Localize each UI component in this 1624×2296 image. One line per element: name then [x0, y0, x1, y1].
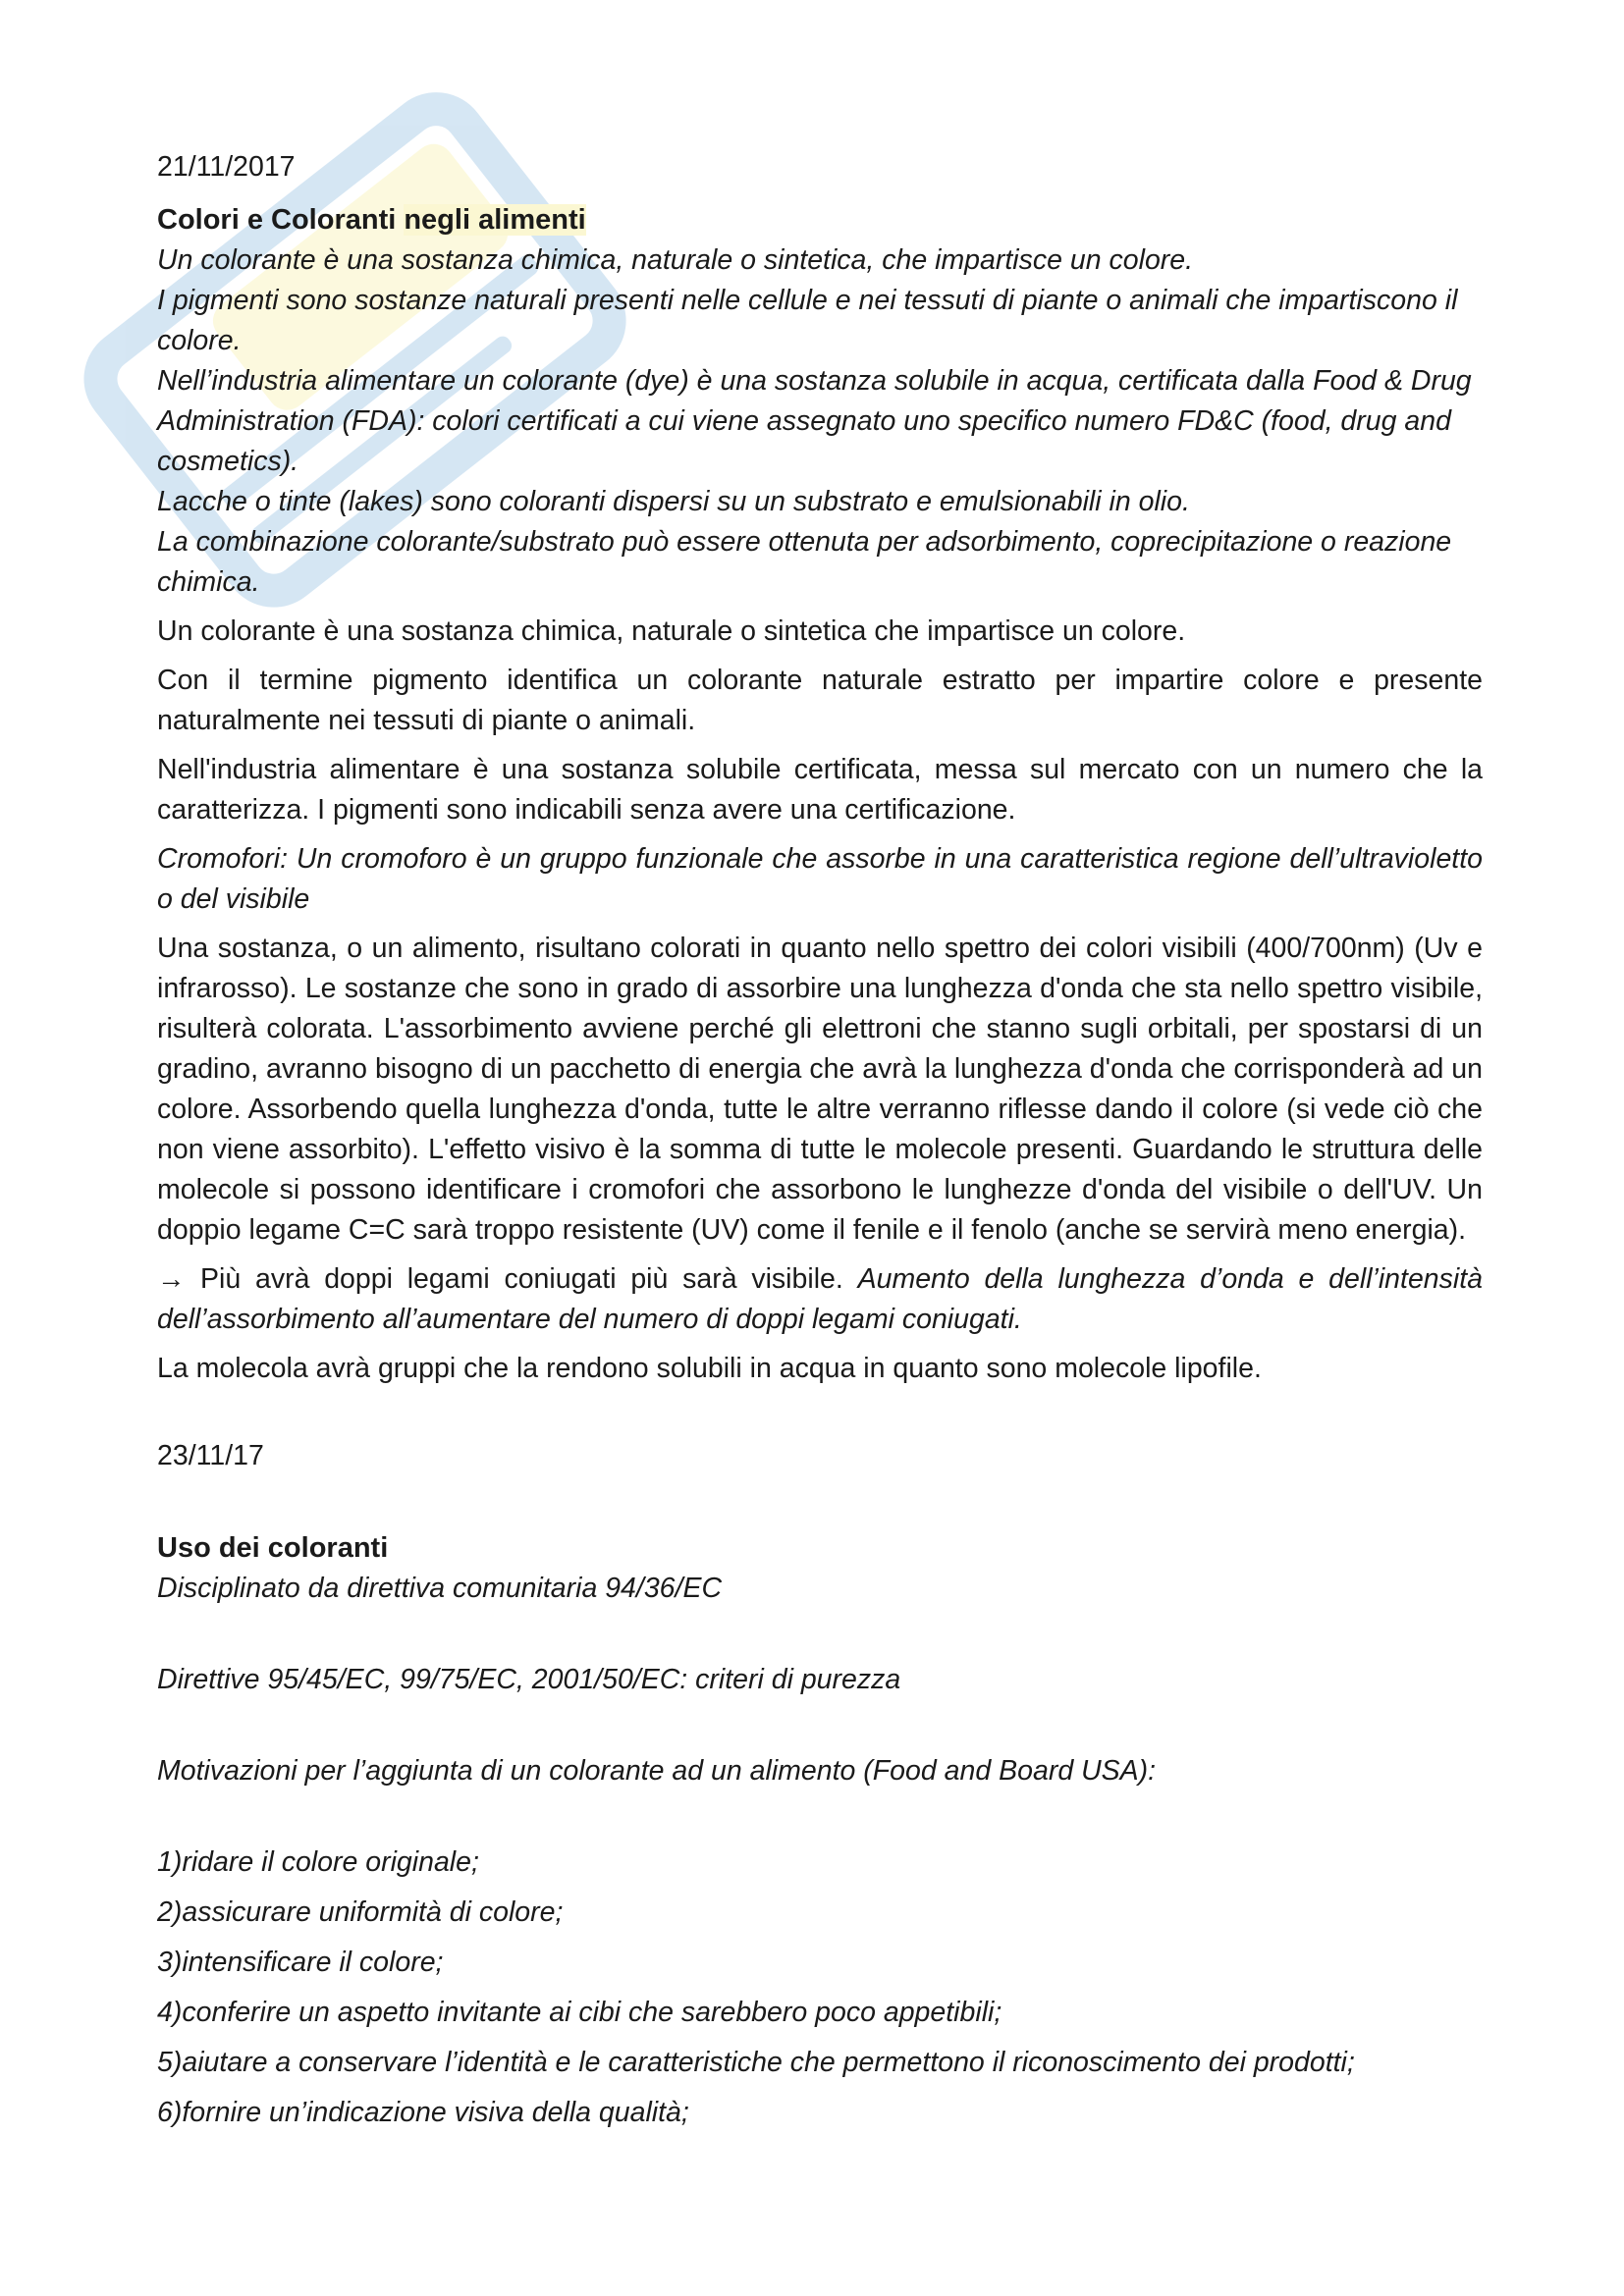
intro-line-3: Nell’industria alimentare un colorante (dye) è una sostanza solubile in acqua, certificata dalla Food & Drug Administration (FDA): colori certificati a cui viene assegnato uno specifico numero FD&C (food, drug and cosmetics).	[157, 365, 1472, 477]
intro-line-4: Lacche o tinte (lakes) sono coloranti dispersi su un substrato e emulsionabili in olio.	[157, 486, 1190, 517]
doppi-legami-italic: Aumento della lunghezza d’onda e dell’intensità dell’assorbimento all’aumentare del numero di doppi legami coniugati.	[157, 1263, 1484, 1335]
list-item: 1)ridare il colore originale;	[157, 1846, 479, 1878]
paragraph-colorante: Un colorante è una sostanza chimica, naturale o sintetica che impartisce un colore.	[157, 615, 1186, 647]
section2-date: 23/11/17	[157, 1440, 264, 1471]
list-item: 3)intensificare il colore;	[157, 1947, 444, 1978]
intro-line-1: Un colorante è una sostanza chimica, naturale o sintetica, che impartisce un colore.	[157, 244, 1194, 276]
section2-purity: Direttive 95/45/EC, 99/75/EC, 2001/50/EC: criteri di purezza	[157, 1664, 901, 1695]
intro-line-2: I pigmenti sono sostanze naturali presenti nelle cellule e nei tessuti di piante o animali che impartiscono il colore.	[157, 285, 1458, 356]
section2-directive: Disciplinato da direttiva comunitaria 94/36/EC	[157, 1573, 723, 1604]
paragraph-pigmento: Con il termine pigmento identifica un colorante naturale estratto per impartire colore e presente naturalmente nei tessuti di piante o animali.	[157, 665, 1483, 736]
paragraph-spettro: Una sostanza, o un alimento, risultano colorati in quanto nello spettro dei colori visibili (400/700nm) (Uv e infrarosso). Le sostanze che sono in grado di assorbire una lunghezza d'onda che sta nello spettro visibile, risulterà colorata. L'assorbimento avviene perché gli elettroni che stanno sugli orbitali, per spostarsi di un gradino, avranno bisogno di un pacchetto di energia che avrà la lunghezza d'onda che corrisponderà ad un colore. Assorbendo quella lunghezza d'onda, tutte le altre verranno riflesse dando il colore (si vede ciò che non viene assorbito). L'effetto visivo è la somma di tutte le molecole presenti. Guardando le struttura delle molecole si possono identificare i cromofori che assorbono le lunghezze d'onda del visibile o dell'UV. Un doppio legame C=C sarà troppo resistente (UV) come il fenile e il fenolo (anche se servirà meno energia).	[157, 933, 1483, 1246]
arrow-icon: →	[157, 1263, 186, 1295]
section2-motivations-intro: Motivazioni per l’aggiunta di un colorante ad un alimento (Food and Board USA):	[157, 1755, 1157, 1787]
document-title	[157, 199, 1483, 240]
list-item: 5)aiutare a conservare l’identità e le caratteristiche che permettono il riconoscimento dei prodotti;	[157, 2047, 1355, 2078]
doppi-legami-normal: Più avrà doppi legami coniugati più sarà visibile.	[200, 1263, 858, 1295]
paragraph-molecola: La molecola avrà gruppi che la rendono solubili in acqua in quanto sono molecole lipofile.	[157, 1353, 1262, 1384]
section2-title: Uso dei coloranti	[157, 1532, 389, 1564]
paragraph-cromofori: Cromofori: Un cromoforo è un gruppo funzionale che assorbe in una caratteristica regione dell’ultravioletto o del visibile	[157, 843, 1483, 915]
list-item: 2)assicurare uniformità di colore;	[157, 1896, 564, 1928]
paragraph-doppi-legami	[157, 1259, 1483, 1340]
motivations-list	[157, 1842, 1483, 2133]
intro-definitions	[157, 240, 1483, 603]
intro-line-5: La combinazione colorante/substrato può essere ottenuta per adsorbimento, coprecipitazione o reazione chimica.	[157, 526, 1452, 598]
title-part-1: Colori e Coloranti	[157, 204, 405, 236]
paragraph-industria: Nell'industria alimentare è una sostanza solubile certificata, messa sul mercato con un numero che la caratterizza. I pigmenti sono indicabili senza avere una certificazione.	[157, 754, 1483, 826]
list-item: 6)fornire un’indicazione visiva della qualità;	[157, 2097, 689, 2128]
list-item: 4)conferire un aspetto invitante ai cibi che sarebbero poco appetibili;	[157, 1997, 1002, 2028]
title-part-2-highlighted: negli alimenti	[404, 204, 586, 236]
document-page	[157, 147, 1483, 2143]
document-date: 21/11/2017	[157, 151, 296, 183]
